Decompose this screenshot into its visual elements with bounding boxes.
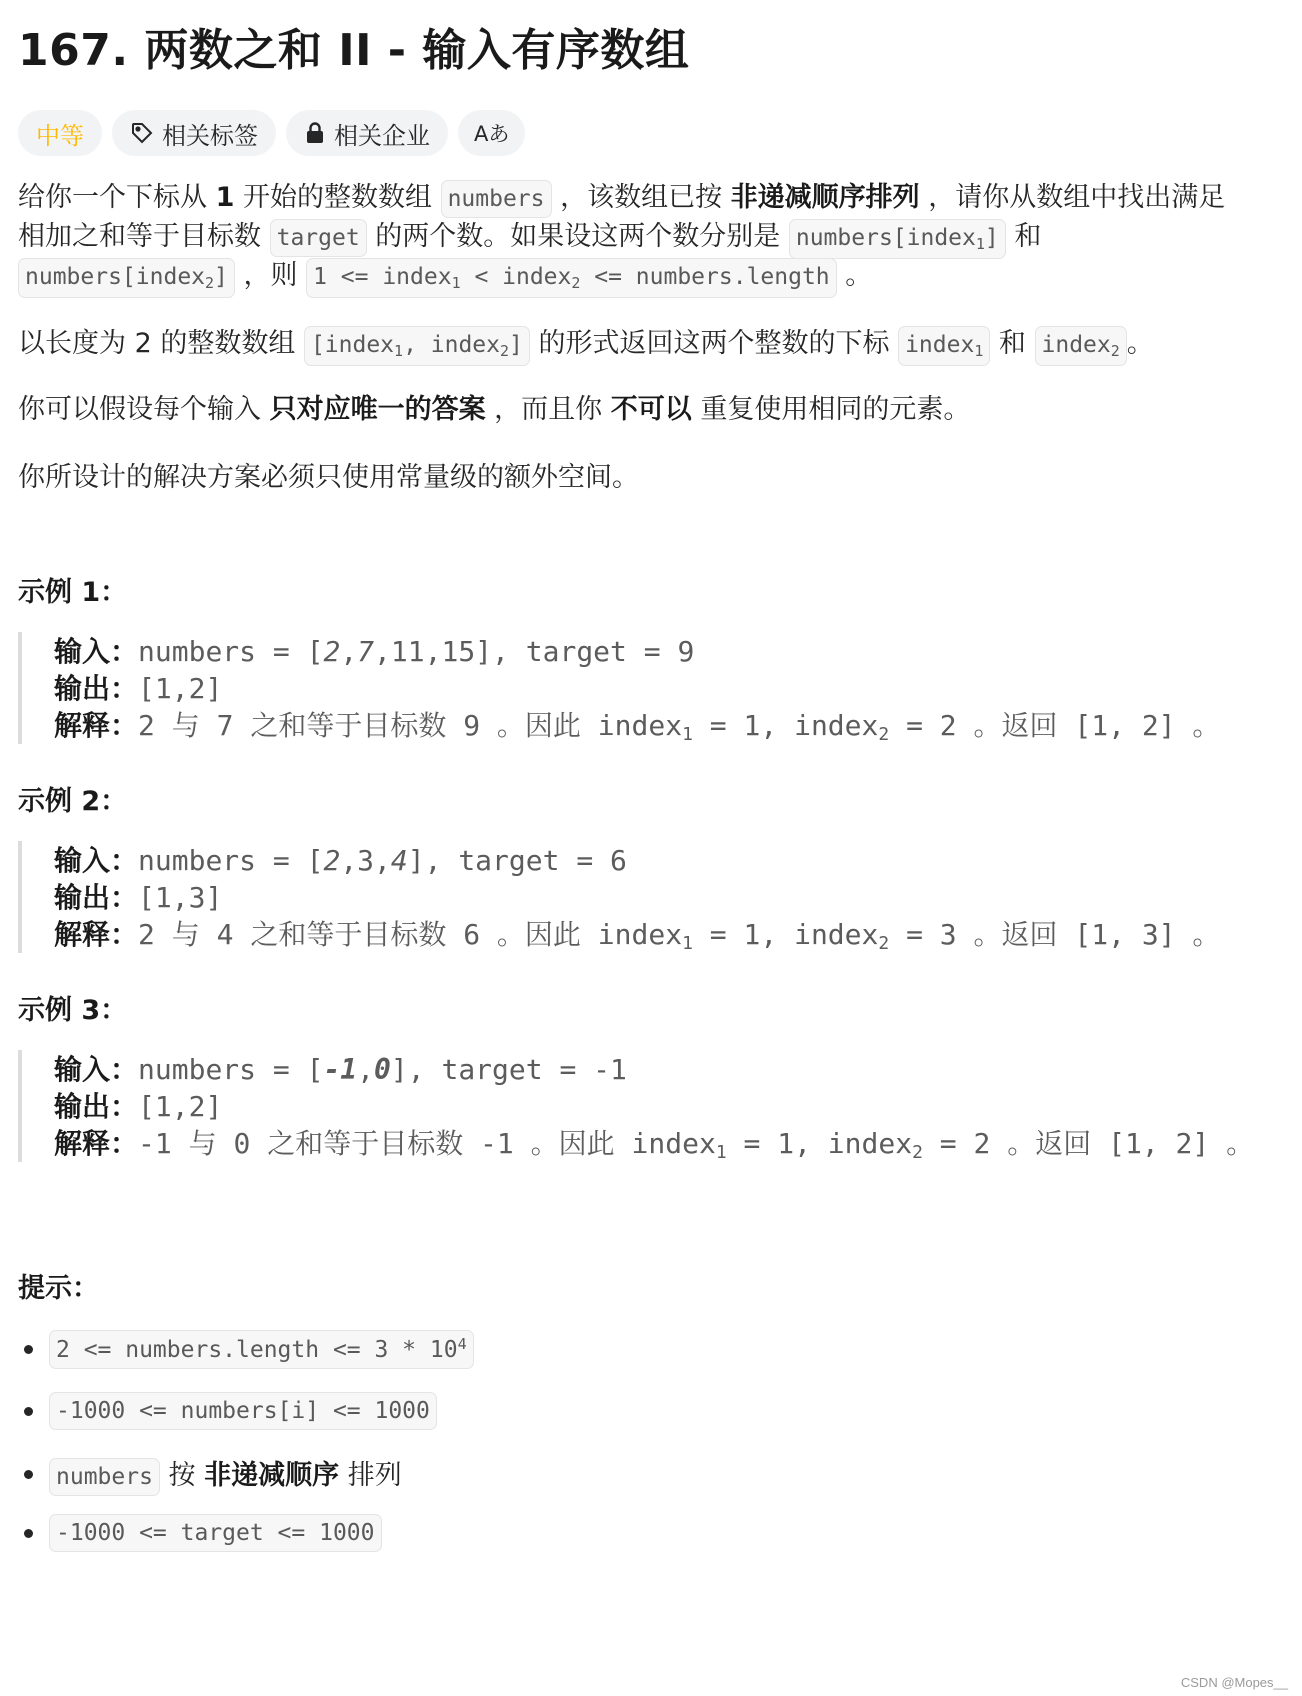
hint-3-code: numbers: [49, 1458, 160, 1496]
example-2-input: 输入：numbers = [2,3,4], target = 6: [54, 844, 627, 877]
translate-button[interactable]: [458, 110, 525, 156]
example-1-heading: 示例 1：: [18, 577, 128, 608]
code-numbers-index1: numbers[index$_1$]: [789, 219, 1006, 259]
code-condition: 1 <= index$_1$ < index$_2$ <= numbers.length: [306, 258, 837, 298]
bullet: [24, 1529, 33, 1538]
example-1-block: [18, 632, 1272, 744]
example-2-explanation: 解释：2 与 4 之和等于目标数 6 。因此 index$_1$ = 1, index$_2$ = 3 。返回 [1, 3] 。: [54, 918, 1221, 954]
example-1-input: 输入：numbers = [2,7,11,15], target = 9: [54, 635, 695, 668]
tag-icon: [130, 121, 154, 145]
description-p1-line1: 给你一个下标从 1 开始的整数数组 numbers ，该数组已按 非递减顺序排列 ，请你从数组中找出满足: [18, 180, 1225, 218]
description-p4: 你所设计的解决方案必须只使用常量级的额外空间。: [18, 462, 639, 493]
example-3-block: [18, 1050, 1272, 1162]
code-index1: index$_1$: [898, 326, 990, 366]
code-index-array: [index$_1$, index$_2$]: [304, 326, 530, 366]
translate-icon: Aあ: [474, 122, 510, 146]
code-target: target: [270, 219, 367, 257]
hint-item-2: [18, 1392, 437, 1430]
example-2-heading: 示例 2：: [18, 786, 128, 817]
lock-icon: [304, 121, 326, 145]
related-companies-label: 相关企业: [334, 121, 430, 150]
problem-title: 167. 两数之和 II - 输入有序数组: [18, 25, 690, 76]
hint-2-code: -1000 <= numbers[i] <= 1000: [49, 1392, 437, 1430]
code-numbers: numbers: [441, 180, 552, 218]
example-2-output: 输出：[1,3]: [54, 881, 223, 914]
description-p1-line2: 相加之和等于目标数 target 的两个数。如果设这两个数分别是 numbers[index$_1$] 和: [18, 219, 1041, 259]
hints-heading: 提示：: [18, 1273, 99, 1304]
hint-item-3: numbers 按 非递减顺序 排列: [18, 1453, 402, 1496]
watermark: CSDN @Mopes__: [1180, 1675, 1288, 1690]
description-p1-line3: numbers[index$_2$] ，则 1 <= index$_1$ < index$_2$ <= numbers.length 。: [18, 258, 872, 298]
example-1-explanation: 解释：2 与 7 之和等于目标数 9 。因此 index$_1$ = 1, index$_2$ = 2 。返回 [1, 2] 。: [54, 709, 1221, 745]
example-3-explanation: 解释：-1 与 0 之和等于目标数 -1 。因此 index$_1$ = 1, index$_2$ = 2 。返回 [1, 2] 。: [54, 1127, 1255, 1163]
bullet: [24, 1470, 33, 1479]
hint-4-code: -1000 <= target <= 1000: [49, 1514, 382, 1552]
hint-1-code: 2 <= numbers.length <= $3 * 10^4$: [49, 1330, 474, 1369]
bullet: [24, 1345, 33, 1354]
related-companies-button[interactable]: [286, 110, 448, 156]
code-index2: index$_2$: [1035, 326, 1127, 366]
code-numbers-index2: numbers[index$_2$]: [18, 258, 235, 298]
example-3-output: 输出：[1,2]: [54, 1090, 223, 1123]
description-p3: 你可以假设每个输入 只对应唯一的答案 ，而且你 不可以 重复使用相同的元素。: [18, 394, 971, 425]
related-tags-button[interactable]: [112, 110, 276, 156]
example-3-input: 输入：numbers = [-1,0], target = -1: [54, 1053, 627, 1086]
hint-item-4: [18, 1514, 382, 1552]
hint-item-1: [18, 1330, 474, 1369]
example-2-block: [18, 841, 1272, 953]
difficulty-badge[interactable]: 中等: [18, 110, 102, 156]
bullet: [24, 1407, 33, 1416]
example-1-output: 输出：[1,2]: [54, 672, 223, 705]
related-tags-label: 相关标签: [162, 121, 258, 150]
example-3-heading: 示例 3：: [18, 995, 128, 1026]
description-p2: 以长度为 2 的整数数组 [index$_1$, index$_2$] 的形式返回这两个整数的下标 index$_1$ 和 index$_2$ 。: [18, 326, 1154, 366]
tag-bar: [18, 110, 525, 156]
